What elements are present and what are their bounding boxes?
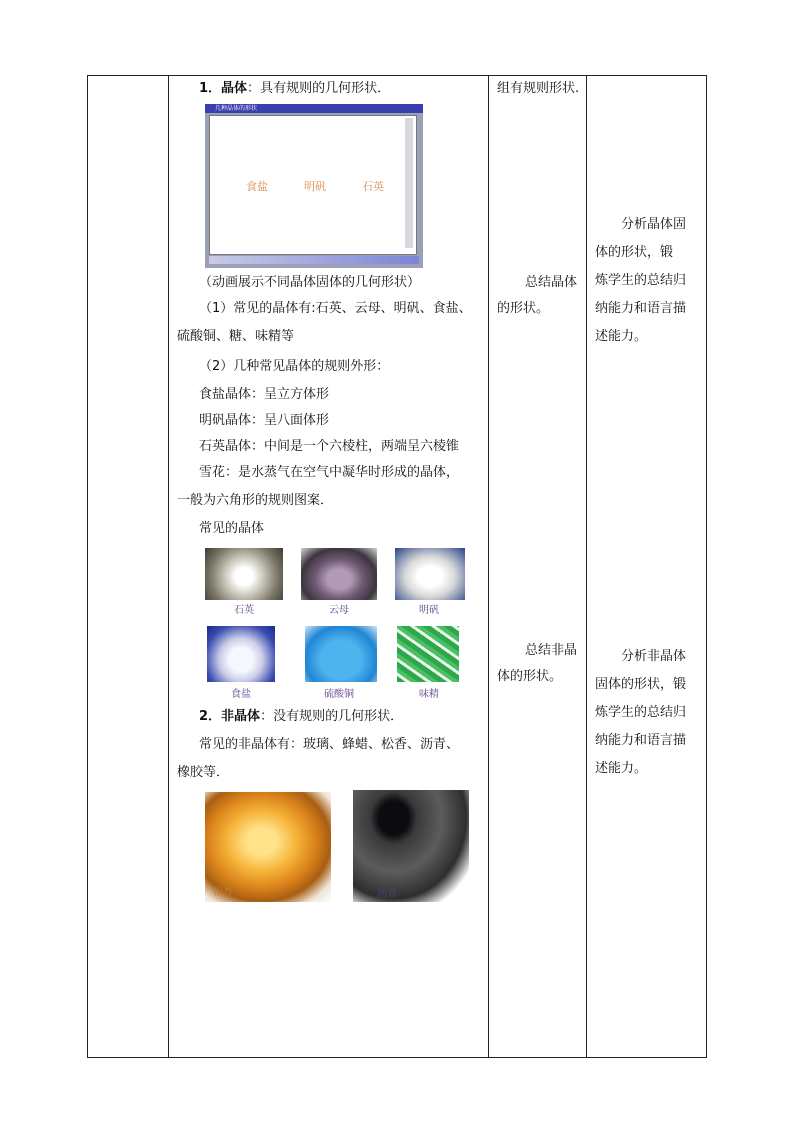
- salt-image: [207, 626, 275, 682]
- window-title-bar: [205, 104, 423, 113]
- copper-sulfate-image: [305, 626, 377, 682]
- lesson-table: [87, 75, 707, 1058]
- window-status-bar: [209, 256, 419, 264]
- animation-canvas: [209, 115, 417, 255]
- common-crystals-line2: 硫酸铜、糖、味精等: [177, 329, 295, 344]
- scrollbar[interactable]: [405, 118, 413, 248]
- student-amorphous-line2: 体的形状。: [497, 669, 563, 684]
- alum-caption: 明矾: [419, 605, 439, 616]
- quartz-image: [205, 548, 283, 600]
- intent-crystal-line: 体的形状，锻: [595, 245, 674, 260]
- animation-caption: （动画展示不同晶体固体的几何形状）: [199, 275, 421, 290]
- quartz-shape: 石英晶体：中间是一个六棱柱，两端呈六棱锥: [199, 439, 460, 454]
- student-crystal-line1: 总结晶体: [525, 275, 578, 290]
- gallery-title: 常见的晶体: [199, 521, 265, 536]
- amorphous-definition: 2．非晶体：没有规则的几何形状．: [199, 709, 404, 724]
- intent-crystal-line: 纳能力和语言描: [595, 301, 687, 316]
- copper-sulfate-caption: 硫酸铜: [324, 689, 354, 700]
- intent-crystal-line: 分析晶体固: [621, 217, 687, 232]
- mica-image: [301, 548, 377, 600]
- student-crystal-line2: 的形状。: [497, 301, 550, 316]
- window-title: 几种晶体的形状: [215, 105, 258, 112]
- label-salt: 食盐: [246, 180, 268, 193]
- quartz-caption: 石英: [234, 605, 254, 616]
- common-amorphous-line2: 橡胶等．: [177, 765, 230, 780]
- intent-crystal-line: 炼学生的总结归: [595, 273, 687, 288]
- column-divider: [168, 76, 169, 1057]
- intent-amorphous-line: 述能力。: [595, 761, 648, 776]
- intent-amorphous-line: 纳能力和语言描: [595, 733, 687, 748]
- column-divider: [586, 76, 587, 1057]
- asphalt-caption: 沥青: [377, 889, 397, 900]
- animation-window: [205, 104, 423, 268]
- intent-amorphous-line: 固体的形状，锻: [595, 677, 687, 692]
- common-crystals-line1: （1）常见的晶体有:石英、云母、明矾、食盐、: [199, 301, 472, 316]
- shapes-heading: （2）几种常见晶体的规则外形：: [199, 359, 390, 374]
- student-activity-top: 组有规则形状.: [497, 81, 580, 96]
- msg-caption: 味精: [419, 689, 439, 700]
- intent-amorphous-line: 炼学生的总结归: [595, 705, 687, 720]
- label-quartz: 石英: [362, 180, 384, 193]
- common-amorphous-line1: 常见的非晶体有：玻璃、蜂蜡、松香、沥青、: [199, 737, 460, 752]
- intent-crystal-line: 述能力。: [595, 329, 648, 344]
- alum-shape: 明矾晶体：呈八面体形: [199, 413, 330, 428]
- snowflake-line2: 一般为六角形的规则图案．: [177, 493, 334, 508]
- rosin-caption: 松香: [213, 887, 233, 898]
- student-amorphous-line1: 总结非晶: [525, 643, 578, 658]
- column-divider: [488, 76, 489, 1057]
- alum-image: [395, 548, 465, 600]
- crystal-definition: 1．晶体：具有规则的几何形状．: [199, 81, 391, 96]
- mica-caption: 云母: [329, 605, 349, 616]
- salt-caption: 食盐: [231, 689, 251, 700]
- msg-image: [397, 626, 459, 682]
- label-alum: 明矾: [304, 180, 326, 193]
- snowflake-line1: 雪花：是水蒸气在空气中凝华时形成的晶体，: [199, 465, 460, 480]
- asphalt-image: [353, 790, 469, 902]
- salt-shape: 食盐晶体：呈立方体形: [199, 387, 330, 402]
- intent-amorphous-line: 分析非晶体: [621, 649, 687, 664]
